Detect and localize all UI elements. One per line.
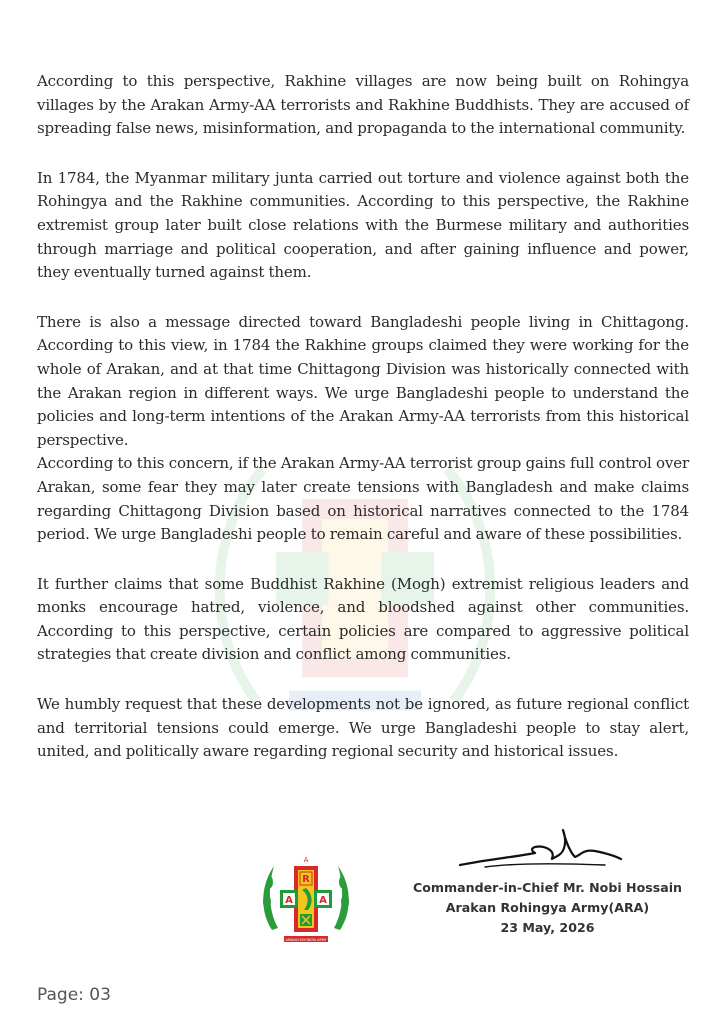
paragraph-3: There is also a message directed toward Bangladeshi people living in Chittagong. According to this view, in 1784 the Rakhine groups claimed they were working for the whole of Arakan, and at that time Chittagong Division was historically connected with the Arakan region in different ways. We urge Bangladeshi people to understand the policies and long-term intentions of the Arakan Army-AA terrorists from this historical perspective. — [37, 312, 689, 449]
signatory-name: Commander-in-Chief Mr. Nobi Hossain — [412, 880, 683, 895]
logo-letter-top: A — [303, 856, 309, 864]
logo-letter-a-right: A — [319, 895, 327, 906]
logo-banner-text: ARAKAN ROHINGYA ARMY — [285, 937, 327, 942]
logo-letter-a-left: A — [285, 895, 293, 906]
paragraph-1: According to this perspective, Rakhine villages are now being built on Rohingya villages by the Arakan Army-AA terrorists and Rakhine Buddhists. They are accused of spreading false news, misinformation, and propaganda to the international community. — [37, 72, 689, 138]
paragraph-4: According to this concern, if the Arakan Army-AA terrorist group gains full control over Arakan, some fear they may later create tensions with Bangladesh and make claims regarding Chittagong Division based on historical narratives connected to the 1784 period. We urge Bangladeshi people to remain careful and aware of these possibilities. — [37, 454, 689, 544]
logo-letter-r: R — [302, 874, 310, 885]
paragraph-6: We humbly request that these developments not be ignored, as future regional conflict and territorial tensions could emerge. We urge Bangladeshi people to stay alert, united, and politically aware regarding regional security and historical issues. — [37, 695, 689, 761]
signature-block — [400, 878, 695, 938]
page-number: Page: 03 — [37, 985, 111, 1005]
signature-date: 23 May, 2026 — [500, 920, 595, 935]
signatory-organization: Arakan Rohingya Army(ARA) — [445, 900, 650, 915]
paragraph-5: It further claims that some Buddhist Rakhine (Mogh) extremist religious leaders and monks encourage hatred, violence, and bloodshed against other communities. According to this perspective, certain policies are compared to aggressive political strategies that create division and conflict among communities. — [37, 574, 689, 664]
document-body — [37, 70, 689, 790]
paragraph-2: In 1784, the Myanmar military junta carried out torture and violence against both the Rohingya and the Rakhine communities. According to this perspective, the Rakhine extremist group later built close relations with the Burmese military and authorities through marriage and political cooperation, and after gaining influence and power, they eventually turned against them. — [37, 168, 689, 282]
signature-image — [455, 825, 625, 880]
ara-emblem-logo — [258, 852, 354, 952]
